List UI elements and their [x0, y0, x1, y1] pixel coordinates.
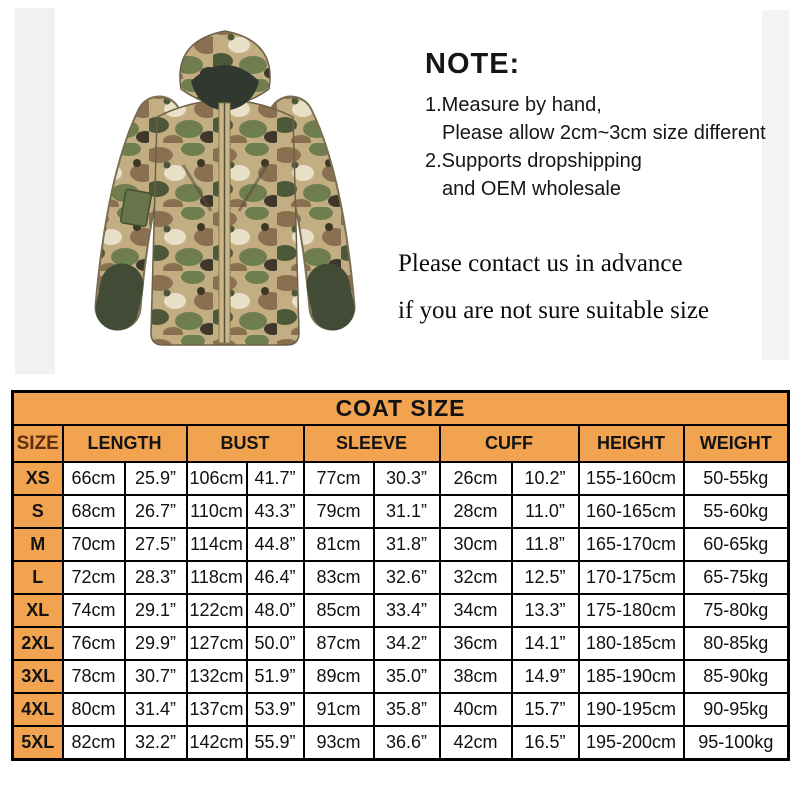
value-cell: 180-185cm: [579, 627, 684, 660]
size-cell: L: [13, 561, 63, 594]
value-cell: 160-165cm: [579, 495, 684, 528]
value-cell: 165-170cm: [579, 528, 684, 561]
table-row: [13, 594, 789, 627]
value-cell: 35.0”: [374, 660, 440, 693]
value-cell: 42cm: [440, 726, 512, 760]
value-cell: 43.3”: [247, 495, 304, 528]
product-photo-jacket: [85, 15, 365, 365]
value-cell: 142cm: [187, 726, 247, 760]
table-title-row: [13, 392, 789, 426]
value-cell: 70cm: [63, 528, 125, 561]
value-cell: 15.7”: [512, 693, 579, 726]
value-cell: 48.0”: [247, 594, 304, 627]
value-cell: 38cm: [440, 660, 512, 693]
note-line-2: Please allow 2cm~3cm size different: [442, 122, 766, 144]
value-cell: 110cm: [187, 495, 247, 528]
note-line-3: 2.Supports dropshipping: [425, 150, 642, 172]
value-cell: 29.1”: [125, 594, 187, 627]
value-cell: 72cm: [63, 561, 125, 594]
table-row: [13, 561, 789, 594]
table-title: COAT SIZE: [13, 392, 789, 426]
value-cell: 127cm: [187, 627, 247, 660]
table-row: [13, 462, 789, 495]
value-cell: 40cm: [440, 693, 512, 726]
value-cell: 35.8”: [374, 693, 440, 726]
note-line-1: 1.Measure by hand,: [425, 94, 602, 116]
value-cell: 85cm: [304, 594, 374, 627]
size-cell: S: [13, 495, 63, 528]
value-cell: 137cm: [187, 693, 247, 726]
value-cell: 50-55kg: [684, 462, 789, 495]
size-cell: 4XL: [13, 693, 63, 726]
column-header-cuff: CUFF: [440, 425, 579, 462]
value-cell: 60-65kg: [684, 528, 789, 561]
value-cell: 26.7”: [125, 495, 187, 528]
size-table-content: [13, 392, 789, 463]
value-cell: 26cm: [440, 462, 512, 495]
value-cell: 28.3”: [125, 561, 187, 594]
jacket-arm-patch: [120, 189, 152, 227]
value-cell: 32.6”: [374, 561, 440, 594]
size-cell: 2XL: [13, 627, 63, 660]
size-table-body: [13, 462, 789, 760]
value-cell: 30.7”: [125, 660, 187, 693]
value-cell: 11.0”: [512, 495, 579, 528]
photo-background-strip-left: [15, 8, 55, 374]
value-cell: 31.8”: [374, 528, 440, 561]
value-cell: 30.3”: [374, 462, 440, 495]
column-header-sleeve: SLEEVE: [304, 425, 440, 462]
value-cell: 80cm: [63, 693, 125, 726]
table-row: [13, 528, 789, 561]
value-cell: 14.1”: [512, 627, 579, 660]
size-cell: XL: [13, 594, 63, 627]
size-cell: 3XL: [13, 660, 63, 693]
column-header-weight: WEIGHT: [684, 425, 789, 462]
value-cell: 46.4”: [247, 561, 304, 594]
value-cell: 55-60kg: [684, 495, 789, 528]
value-cell: 13.3”: [512, 594, 579, 627]
value-cell: 87cm: [304, 627, 374, 660]
value-cell: 155-160cm: [579, 462, 684, 495]
value-cell: 65-75kg: [684, 561, 789, 594]
column-header-bust: BUST: [187, 425, 304, 462]
value-cell: 122cm: [187, 594, 247, 627]
value-cell: 83cm: [304, 561, 374, 594]
value-cell: 77cm: [304, 462, 374, 495]
value-cell: 55.9”: [247, 726, 304, 760]
value-cell: 16.5”: [512, 726, 579, 760]
value-cell: 106cm: [187, 462, 247, 495]
column-header-size: SIZE: [13, 425, 63, 462]
size-table: [11, 390, 790, 761]
value-cell: 78cm: [63, 660, 125, 693]
value-cell: 76cm: [63, 627, 125, 660]
value-cell: 66cm: [63, 462, 125, 495]
value-cell: 31.4”: [125, 693, 187, 726]
value-cell: 31.1”: [374, 495, 440, 528]
size-cell: XS: [13, 462, 63, 495]
value-cell: 68cm: [63, 495, 125, 528]
table-row: [13, 693, 789, 726]
value-cell: 89cm: [304, 660, 374, 693]
value-cell: 80-85kg: [684, 627, 789, 660]
value-cell: 75-80kg: [684, 594, 789, 627]
value-cell: 95-100kg: [684, 726, 789, 760]
value-cell: 44.8”: [247, 528, 304, 561]
jacket-left-cuff: [117, 285, 122, 309]
size-cell: 5XL: [13, 726, 63, 760]
value-cell: 91cm: [304, 693, 374, 726]
value-cell: 90-95kg: [684, 693, 789, 726]
value-cell: 36cm: [440, 627, 512, 660]
value-cell: 36.6”: [374, 726, 440, 760]
value-cell: 14.9”: [512, 660, 579, 693]
note-line-4: and OEM wholesale: [442, 178, 621, 200]
value-cell: 74cm: [63, 594, 125, 627]
value-cell: 30cm: [440, 528, 512, 561]
note-block: [425, 48, 775, 203]
value-cell: 29.9”: [125, 627, 187, 660]
table-header-row: [13, 425, 789, 462]
value-cell: 132cm: [187, 660, 247, 693]
jacket-right-cuff: [328, 285, 333, 309]
value-cell: 81cm: [304, 528, 374, 561]
value-cell: 33.4”: [374, 594, 440, 627]
column-header-height: HEIGHT: [579, 425, 684, 462]
column-header-length: LENGTH: [63, 425, 187, 462]
value-cell: 170-175cm: [579, 561, 684, 594]
value-cell: 79cm: [304, 495, 374, 528]
table-row: [13, 726, 789, 760]
value-cell: 50.0”: [247, 627, 304, 660]
value-cell: 12.5”: [512, 561, 579, 594]
table-row: [13, 627, 789, 660]
table-row: [13, 495, 789, 528]
value-cell: 82cm: [63, 726, 125, 760]
value-cell: 190-195cm: [579, 693, 684, 726]
value-cell: 41.7”: [247, 462, 304, 495]
value-cell: 185-190cm: [579, 660, 684, 693]
value-cell: 51.9”: [247, 660, 304, 693]
note-heading: NOTE:: [425, 48, 521, 80]
value-cell: 27.5”: [125, 528, 187, 561]
value-cell: 34.2”: [374, 627, 440, 660]
value-cell: 85-90kg: [684, 660, 789, 693]
value-cell: 10.2”: [512, 462, 579, 495]
value-cell: 32.2”: [125, 726, 187, 760]
value-cell: 175-180cm: [579, 594, 684, 627]
contact-line-1: Please contact us in advance: [398, 250, 683, 277]
value-cell: 25.9”: [125, 462, 187, 495]
value-cell: 32cm: [440, 561, 512, 594]
value-cell: 118cm: [187, 561, 247, 594]
value-cell: 34cm: [440, 594, 512, 627]
contact-line-2: if you are not sure suitable size: [398, 297, 710, 324]
value-cell: 114cm: [187, 528, 247, 561]
value-cell: 28cm: [440, 495, 512, 528]
value-cell: 195-200cm: [579, 726, 684, 760]
value-cell: 93cm: [304, 726, 374, 760]
table-row: [13, 660, 789, 693]
size-cell: M: [13, 528, 63, 561]
value-cell: 53.9”: [247, 693, 304, 726]
value-cell: 11.8”: [512, 528, 579, 561]
contact-block: [398, 240, 788, 334]
